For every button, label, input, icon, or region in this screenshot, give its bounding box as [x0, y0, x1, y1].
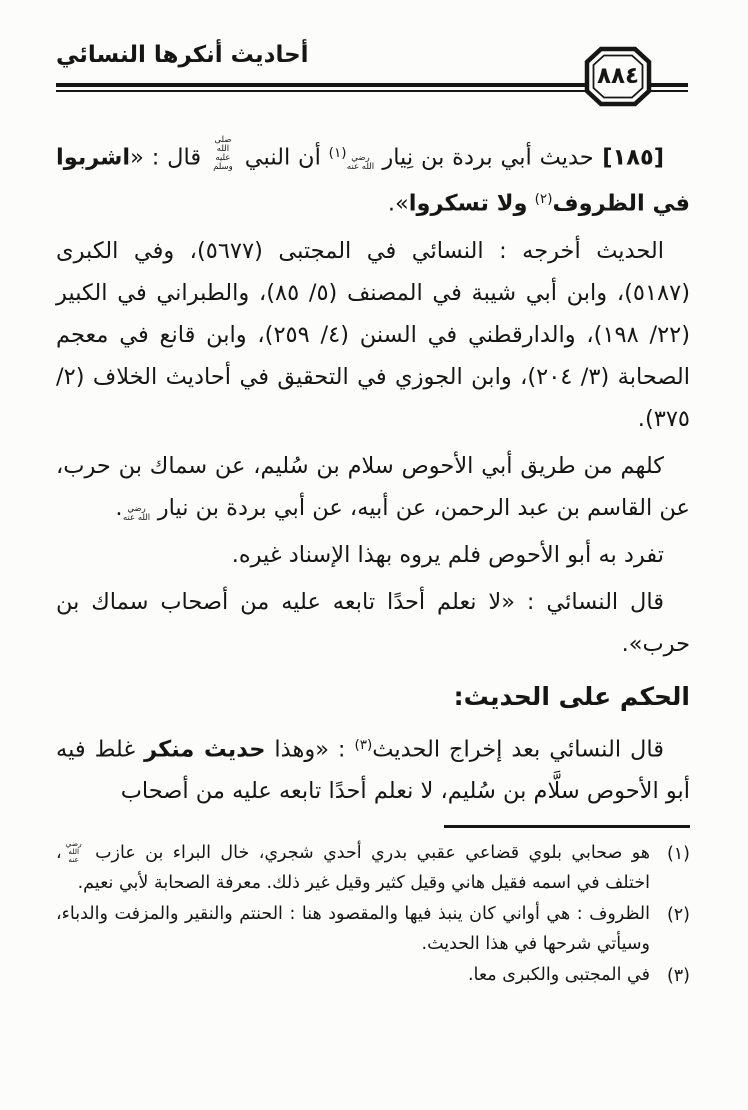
text-segment: حديث أبي بردة بن نِيار — [374, 144, 594, 171]
footnote-ref: (٢) — [534, 191, 553, 208]
footnote-number: (٢) — [666, 905, 690, 926]
text-segment: ». — [387, 190, 409, 217]
paragraph — [56, 230, 690, 440]
footnote-text — [56, 839, 650, 898]
radiallahu-anhu-mark: رضي الله عنه — [122, 503, 151, 523]
body-text — [0, 118, 748, 812]
footnote — [56, 900, 690, 959]
footnote-ref: (١) — [328, 145, 347, 161]
text-segment: الظروف : هي أواني كان ينبذ فيها والمقصود هنا : الحنتم والنقير والمزفت والدباء، وسيأتي شرحها في هذا الحديث. — [56, 904, 650, 954]
paragraph — [56, 534, 690, 576]
page-number: ٨٨٤ — [596, 62, 640, 89]
text-segment: قال النسائي : «لا نعلم أحدًا تابعه عليه من أصحاب سماك بن حرب». — [56, 588, 690, 657]
text-segment: الحكم على الحديث: — [453, 681, 690, 711]
text-segment: حديث منكر — [144, 736, 266, 763]
footnote-area — [0, 825, 748, 992]
section-heading — [56, 677, 690, 717]
footnote — [56, 839, 690, 898]
footnote — [56, 961, 690, 992]
footnote-text — [56, 900, 650, 959]
text-segment: اشربوا في الظروف — [56, 144, 690, 217]
footnote-ref: (٣) — [354, 736, 373, 753]
footnote-separator — [444, 825, 690, 828]
footnote-number: (١) — [666, 844, 690, 865]
page-number-badge — [584, 46, 652, 107]
text-segment: [١٨٥] — [593, 144, 664, 171]
footnote-number: (٣) — [666, 966, 690, 987]
text-segment: . — [115, 494, 123, 521]
text-segment: ولا تسكروا — [408, 190, 528, 217]
text-segment: تفرد به أبو الأحوص فلم يروه بهذا الإسناد غيره. — [231, 541, 664, 568]
footnote-list — [56, 839, 690, 992]
paragraph — [56, 581, 690, 665]
sallallahu-alayhi-wasallam-mark: صلى الله عليه وسلم — [213, 134, 233, 173]
paragraph — [56, 445, 690, 529]
text-segment: كلهم من طريق أبي الأحوص سلام بن سُليم، عن سماك بن حرب، عن القاسم بن عبد الرحمن، عن أبيه، عن أبي بردة بن نيار — [56, 452, 690, 521]
text-segment: في المجتبى والكبرى معا. — [467, 965, 650, 986]
text-segment: : «وهذا — [265, 736, 355, 763]
text-segment: أن النبي — [236, 144, 329, 171]
radiallahu-anhu-mark: رضي الله عنه — [65, 839, 82, 865]
paragraph — [56, 132, 690, 225]
text-segment — [527, 191, 534, 217]
page-header — [0, 0, 748, 118]
text-segment: هو صحابي بلوي قضاعي عقبي بدري أحدي شجري، خال البراء بن عازب — [85, 843, 650, 864]
text-segment: قال : « — [130, 144, 209, 171]
text-segment: ، اختلف في اسمه فقيل هاني وقيل كثير وقيل غير ذلك. معرفة الصحابة لأبي نعيم. — [56, 843, 650, 893]
text-segment: قال النسائي بعد إخراج الحديث — [372, 736, 664, 763]
footnote-text — [56, 961, 650, 992]
paragraph — [56, 724, 690, 812]
text-segment: غلط فيه أبو الأحوص سلَّام بن سُليم، لا نعلم أحدًا تابعه عليه من أصحاب — [56, 736, 690, 805]
text-segment: الحديث أخرجه : النسائي في المجتبى (٥٦٧٧)، وفي الكبرى (٥١٨٧)، وابن أبي شيبة في المصنف (٥/ ٨٥)، والطبراني في الكبير (٢٢/ ١٩٨)، والدارقطني في السنن (٤/ ٢٥٩)، وابن قانع في معجم الصحابة (٣/ ٢٠٤)، وابن الجوزي في التحقيق في أحاديث الخلاف (٢/ ٣٧٥). — [56, 237, 691, 432]
running-title: أحاديث أنكرها النسائي — [56, 42, 309, 68]
radiallahu-anhu-mark: رضي الله عنه — [346, 153, 375, 173]
